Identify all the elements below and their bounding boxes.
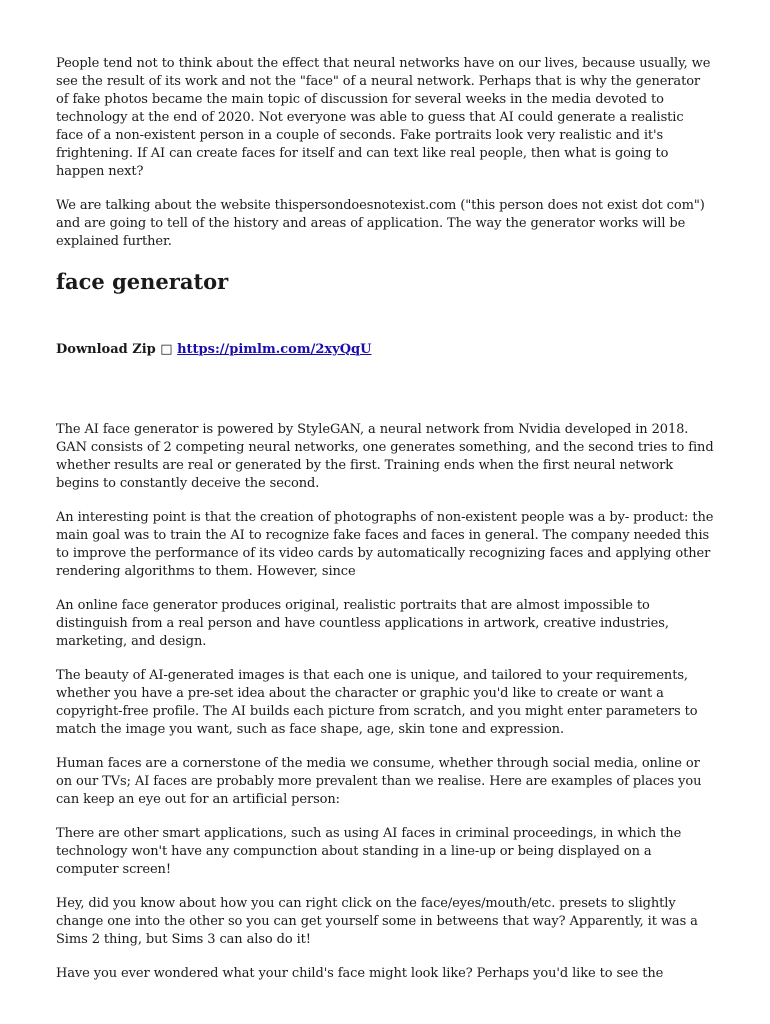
download-line	[56, 341, 714, 359]
body-paragraph: Hey, did you know about how you can right click on the face/eyes/mouth/etc. presets to slightly change one into the other so you can get yourself some in betweens that way? Apparently, it was a Sims 2 thing, but Sims 3 can also do it!	[56, 896, 698, 947]
blank-space	[56, 359, 714, 421]
body-paragraph: There are other smart applications, such as using AI faces in criminal proceedings, in which the technology won't have any compunction about standing in a line-up or being displayed on a computer screen!	[56, 826, 682, 877]
body-paragraph: Human faces are a cornerstone of the media we consume, whether through social media, online or on our TVs; AI faces are probably more prevalent than we realise. Here are examples of places you can keep an eye out for an artificial person:	[56, 756, 702, 807]
body-paragraph: An online face generator produces original, realistic portraits that are almost impossible to distinguish from a real person and have countless applications in artwork, creative industries, marketing, and design.	[56, 598, 669, 649]
body-paragraph: An interesting point is that the creation of photographs of non-existent people was a by- product: the main goal was to train the AI to recognize fake faces and faces in general. The company needed this to improve the performance of its video cards by automatically recognizing faces and applying other rendering algorithms to them. However, since	[56, 510, 714, 579]
body-paragraph: The beauty of AI-generated images is that each one is unique, and tailored to your requirements, whether you have a pre-set idea about the character or graphic you'd like to create or want a copyright-free profile. The AI builds each picture from scratch, and you might enter parameters to match the image you want, such as face shape, age, skin tone and expression.	[56, 668, 698, 737]
intro-paragraph-2: We are talking about the website thispersondoesnotexist.com ("this person does not exist dot com") and are going to tell of the history and areas of application. The way the generator works will be explained further.	[56, 198, 705, 249]
download-link[interactable]: https://pimlm.com/2xyQqU	[177, 342, 372, 357]
download-label: Download Zip □	[56, 342, 178, 357]
intro-paragraph-1: People tend not to think about the effect that neural networks have on our lives, because usually, we see the result of its work and not the "face" of a neural network. Perhaps that is why the generator of fake photos became the main topic of discussion for several weeks in the media devoted to technology at the end of 2020. Not everyone was able to guess that AI could generate a realistic face of a non-existent person in a couple of seconds. Fake portraits look very realistic and it's frightening. If AI can create faces for itself and can text like real people, then what is going to happen next?	[56, 56, 711, 179]
section-heading: face generator	[56, 269, 229, 294]
body-paragraph: Have you ever wondered what your child's face might look like? Perhaps you'd like to see the	[56, 966, 664, 981]
body-paragraph: The AI face generator is powered by StyleGAN, a neural network from Nvidia developed in 2018. GAN consists of 2 competing neural networks, one generates something, and the second tries to find whether results are real or generated by the first. Training ends when the first neural network begins to constantly deceive the second.	[56, 422, 714, 491]
